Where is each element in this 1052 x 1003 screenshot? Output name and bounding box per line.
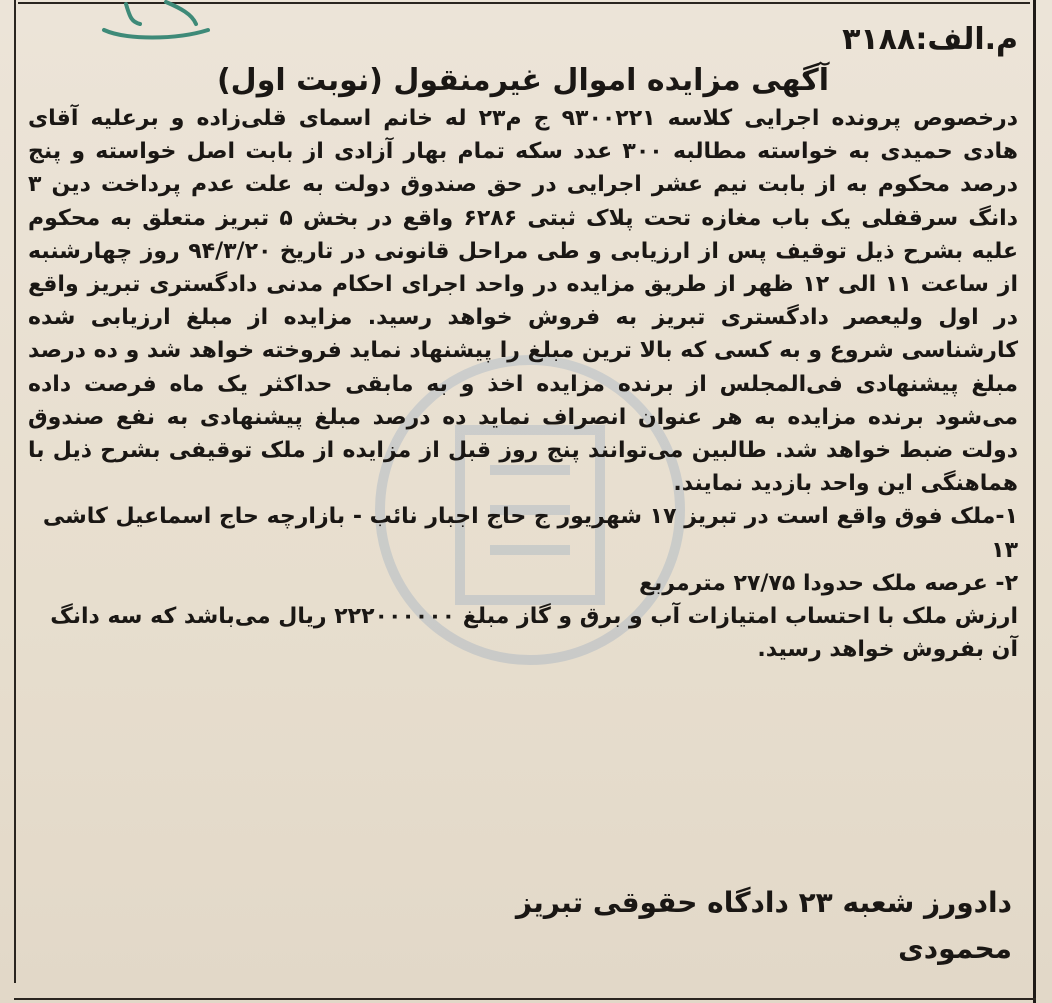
- notice-title: آگهی مزایده اموال غیرمنقول (نوبت اول): [216, 63, 830, 98]
- signature-office: دادورز شعبه ۲۳ دادگاه حقوقی تبریز: [515, 886, 1012, 919]
- notice-content: [28, 20, 1018, 666]
- notice-body: درخصوص پرونده اجرایی کلاسه ۹۳۰۰۲۲۱ ج م۲۳ له خانم اسمای قلی‌زاده و برعلیه آقای هادی حمیدی به خواسته مطالبه ۳۰۰ عدد سکه تمام بهار آزادی از بابت اصل خواسته و پنج درصد محکوم به از بابت نیم عشر اجرایی در حق صندوق دولت به علت عدم پرداخت دین ۳ دانگ سرقفلی یک باب مغازه تحت پلاک ثبتی ۶۲۸۶ واقع در بخش ۵ تبریز متعلق به محکوم علیه بشرح ذیل توقیف پس از ارزیابی و طی مراحل قانونی در تاریخ ۹۴/۳/۲۰ روز چهارشنبه از ساعت ۱۱ الی ۱۲ ظهر از طریق مزایده در واحد اجرای احکام مدنی دادگستری تبریز واقع در اول ولیعصر دادگستری تبریز به فروش خواهد رسید. مزایده از مبلغ ارزیابی شده کارشناسی شروع و به کسی که بالا ترین مبلغ را پیشنهاد نماید فروخته خواهد شد و ده درصد مبلغ پیشنهادی فی‌المجلس از برنده مزایده اخذ و به مابقی حداکثر یک ماه فرصت داده می‌شود برنده مزایده به هر عنوان انصراف نماید ده درصد مبلغ پیشنهادی به نفع صندوق دولت ضبط خواهد شد. طالبین می‌توانند پنج روز قبل از مزایده از ملک توقیفی بشرح ذیل با هماهنگی این واحد بازدید نمایند.: [28, 106, 1019, 497]
- frame-right-border: [1033, 0, 1036, 1003]
- property-value: ارزش ملک با احتساب امتیازات آب و برق و گاز مبلغ ۲۲۲۰۰۰۰۰۰ ریال می‌باشد که سه دانگ آن بفروش خواهد رسید.: [50, 604, 1018, 663]
- property-area: ۲- عرصه ملک حدودا ۲۷/۷۵ مترمربع: [638, 570, 1018, 596]
- property-location: ۱-ملک فوق واقع است در تبریز ۱۷ شهریور ج حاج اجبار نائب - بازارچه حاج اسماعیل کاشی ۱۳: [42, 504, 1018, 563]
- reference-number: م.الف:۳۱۸۸: [842, 22, 1018, 57]
- signature-block: [92, 880, 1012, 972]
- frame-bottom-border: [14, 998, 1036, 1000]
- signature-name: محمودی: [898, 932, 1012, 965]
- frame-left-border: [14, 0, 16, 983]
